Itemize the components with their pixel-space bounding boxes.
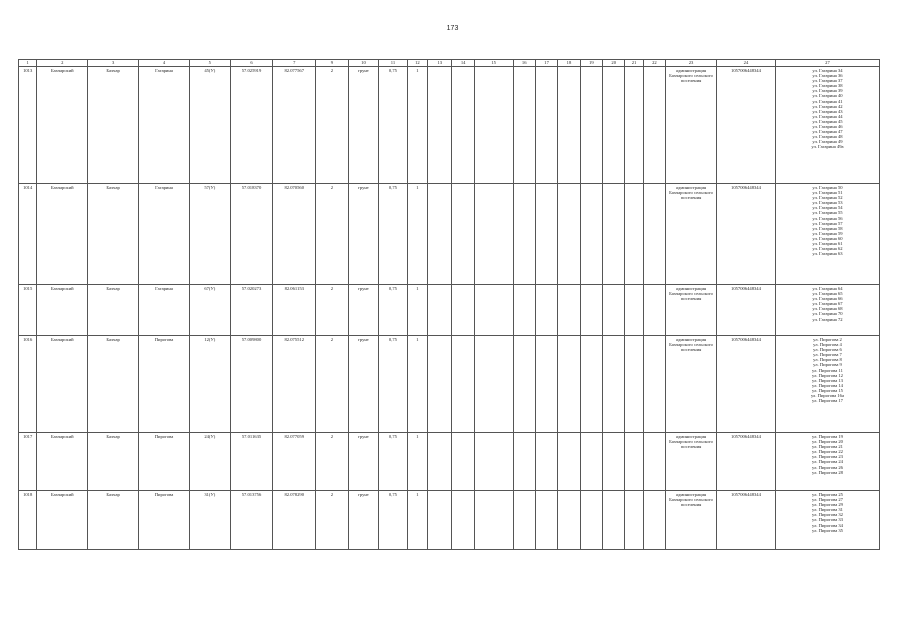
cell-c11: 0,75: [379, 285, 407, 336]
cell-c23: администрация Бахчарского сельского поселения: [666, 285, 717, 336]
empty-cell: [428, 67, 452, 184]
column-header-6: 6: [230, 60, 273, 67]
table-row: [19, 491, 880, 550]
address-item: ул. Гагарина 53: [812, 200, 843, 206]
address-item: ул. Пирогова 25: [811, 492, 843, 497]
column-header-16: 16: [513, 60, 535, 67]
cell-c11: 0,75: [379, 184, 407, 285]
cell-c4: Пирогова: [139, 336, 190, 433]
empty-cell: [580, 184, 602, 285]
empty-cell: [603, 67, 625, 184]
address-item: ул. Пирогова 14: [811, 382, 843, 388]
cell-c10: грунт: [348, 433, 379, 491]
address-list: [775, 336, 879, 433]
cell-c7: 82.061153: [273, 285, 316, 336]
address-item: ул. Гагарина 56: [812, 215, 843, 221]
cell-c12: 1: [407, 285, 427, 336]
cell-c23: администрация Бахчарского сельского поселения: [666, 491, 717, 550]
address-item: ул. Пирогова 35: [811, 527, 843, 533]
cell-c12: 1: [407, 433, 427, 491]
column-header-19: 19: [580, 60, 602, 67]
table-row: [19, 433, 880, 491]
empty-cell: [603, 184, 625, 285]
table-row: [19, 336, 880, 433]
address-item: ул. Гагарина 49: [812, 139, 843, 145]
empty-cell: [535, 433, 557, 491]
cell-c24: 1057006448344: [716, 336, 775, 433]
cell-c5: 12(У): [189, 336, 230, 433]
address-item: ул. Гагарина 60: [812, 235, 843, 241]
address-item: ул. Гагарина 50: [812, 185, 843, 190]
empty-cell: [428, 184, 452, 285]
cell-c2: Бахчарский: [37, 491, 88, 550]
cell-c12: 1: [407, 67, 427, 184]
column-header-4: 4: [139, 60, 190, 67]
cell-c23: администрация Бахчарского сельского поселения: [666, 67, 717, 184]
cell-c6: 57.013756: [230, 491, 273, 550]
empty-cell: [513, 184, 535, 285]
address-item: ул. Гагарина 39: [812, 88, 843, 94]
address-list: [775, 184, 879, 285]
page-number: 173: [446, 25, 459, 32]
cell-c12: 1: [407, 491, 427, 550]
cell-c2: Бахчарский: [37, 433, 88, 491]
cell-c24: 1057006448344: [716, 184, 775, 285]
address-item: ул. Гагарина 44: [812, 113, 843, 119]
empty-cell: [452, 184, 474, 285]
empty-cell: [474, 67, 513, 184]
empty-cell: [452, 336, 474, 433]
column-header-21: 21: [625, 60, 643, 67]
cell-c4: Гагарина: [139, 285, 190, 336]
address-item: ул. Пирогова 29: [811, 502, 843, 508]
cell-c3: Бахчар: [88, 491, 139, 550]
empty-cell: [513, 433, 535, 491]
address-item: ул. Гагарина 58: [812, 225, 843, 231]
table-row: [19, 184, 880, 285]
column-header-11: 11: [379, 60, 407, 67]
cell-c24: 1057006448344: [716, 491, 775, 550]
address-item: ул. Гагарина 66: [812, 296, 843, 302]
address-item: ул. Гагарина 67: [812, 301, 843, 307]
address-item: ул. Пирогова 9: [813, 362, 842, 368]
empty-cell: [625, 491, 643, 550]
cell-c2: Бахчарский: [37, 67, 88, 184]
cell-c3: Бахчар: [88, 67, 139, 184]
cell-c11: 0,75: [379, 336, 407, 433]
cell-c23: администрация Бахчарского сельского поселения: [666, 336, 717, 433]
address-item: ул. Пирогова 24: [811, 459, 843, 465]
address-item: ул. Гагарина 46: [812, 124, 843, 130]
empty-cell: [535, 336, 557, 433]
address-item: ул. Пирогова 17: [811, 398, 843, 404]
address-item: ул. Гагарина 49а: [811, 144, 844, 150]
cell-c1: 1013: [19, 67, 37, 184]
address-item: ул. Пирогова 31: [811, 507, 843, 513]
cell-c2: Бахчарский: [37, 184, 88, 285]
empty-cell: [603, 285, 625, 336]
column-header-13: 13: [428, 60, 452, 67]
address-item: ул. Пирогова 4: [813, 342, 842, 348]
address-item: ул. Пирогова 26: [811, 464, 843, 470]
column-header-3: 3: [88, 60, 139, 67]
empty-cell: [558, 433, 580, 491]
header-row: [19, 60, 880, 67]
cell-c2: Бахчарский: [37, 336, 88, 433]
address-item: ул. Гагарина 41: [812, 98, 843, 104]
empty-cell: [513, 336, 535, 433]
cell-c11: 0,75: [379, 433, 407, 491]
empty-cell: [474, 336, 513, 433]
address-item: ул. Пирогова 27: [811, 497, 843, 503]
cell-c24: 1057006448344: [716, 67, 775, 184]
cell-c1: 1016: [19, 336, 37, 433]
address-item: ул. Гагарина 64: [812, 286, 843, 291]
address-list: [775, 433, 879, 491]
column-header-5: 5: [189, 60, 230, 67]
empty-cell: [452, 433, 474, 491]
empty-cell: [513, 67, 535, 184]
empty-cell: [580, 285, 602, 336]
address-item: ул. Пирогова 34: [811, 522, 843, 528]
column-header-17: 17: [535, 60, 557, 67]
cell-c4: Гагарина: [139, 184, 190, 285]
address-item: ул. Гагарина 59: [812, 230, 843, 236]
cell-c7: 82.077567: [273, 67, 316, 184]
address-item: ул. Гагарина 45: [812, 118, 843, 124]
cell-c9: 2: [316, 491, 349, 550]
column-header-12: 12: [407, 60, 427, 67]
address-item: ул. Гагарина 61: [812, 241, 843, 247]
column-header-23: 23: [666, 60, 717, 67]
empty-cell: [643, 184, 665, 285]
address-item: ул. Гагарина 68: [812, 306, 843, 312]
address-item: ул. Гагарина 37: [812, 78, 843, 84]
cell-c2: Бахчарский: [37, 285, 88, 336]
cell-c4: Гагарина: [139, 67, 190, 184]
empty-cell: [625, 184, 643, 285]
address-item: ул. Гагарина 47: [812, 129, 843, 135]
column-header-9: 9: [316, 60, 349, 67]
cell-c10: грунт: [348, 491, 379, 550]
address-item: ул. Пирогова 7: [813, 352, 842, 358]
column-header-20: 20: [603, 60, 625, 67]
cell-c6: 57.011635: [230, 433, 273, 491]
address-list: [775, 285, 879, 336]
empty-cell: [625, 433, 643, 491]
empty-cell: [603, 336, 625, 433]
cell-c10: грунт: [348, 184, 379, 285]
address-item: ул. Пирогова 11: [812, 367, 843, 373]
empty-cell: [558, 184, 580, 285]
cell-c11: 0,75: [379, 67, 407, 184]
address-item: ул. Пирогова 21: [811, 444, 843, 450]
cell-c3: Бахчар: [88, 433, 139, 491]
column-header-24: 24: [716, 60, 775, 67]
address-item: ул. Гагарина 62: [812, 246, 843, 252]
cell-c24: 1057006448344: [716, 285, 775, 336]
empty-cell: [580, 491, 602, 550]
address-item: ул. Пирогова 13: [811, 377, 843, 383]
cell-c9: 2: [316, 67, 349, 184]
address-item: ул. Гагарина 34: [812, 68, 843, 73]
empty-cell: [625, 67, 643, 184]
address-list: [775, 67, 879, 184]
empty-cell: [428, 433, 452, 491]
address-item: ул. Гагарина 43: [812, 108, 843, 114]
empty-cell: [474, 184, 513, 285]
cell-c1: 1015: [19, 285, 37, 336]
address-item: ул. Пирогова 28: [811, 469, 843, 475]
empty-cell: [535, 67, 557, 184]
cell-c7: 82.075512: [273, 336, 316, 433]
address-item: ул. Гагарина 51: [812, 190, 843, 196]
empty-cell: [452, 491, 474, 550]
empty-cell: [535, 285, 557, 336]
cell-c23: администрация Бахчарского сельского поселения: [666, 184, 717, 285]
column-header-22: 22: [643, 60, 665, 67]
address-item: ул. Пирогова 2: [813, 337, 842, 342]
empty-cell: [603, 491, 625, 550]
address-item: ул. Гагарина 42: [812, 103, 843, 109]
empty-cell: [580, 67, 602, 184]
empty-cell: [643, 67, 665, 184]
address-item: ул. Гагарина 63: [812, 251, 843, 257]
address-item: ул. Пирогова 12: [811, 372, 843, 378]
address-item: ул. Гагарина 38: [812, 83, 843, 89]
register-table: [18, 59, 880, 550]
empty-cell: [474, 433, 513, 491]
empty-cell: [452, 67, 474, 184]
cell-c5: 57(У): [189, 184, 230, 285]
cell-c5: 45(У): [189, 67, 230, 184]
empty-cell: [558, 491, 580, 550]
empty-cell: [625, 336, 643, 433]
address-item: ул. Пирогова 23: [811, 454, 843, 460]
cell-c9: 2: [316, 285, 349, 336]
address-item: ул. Пирогова 15: [811, 387, 843, 393]
empty-cell: [428, 336, 452, 433]
empty-cell: [643, 285, 665, 336]
empty-cell: [580, 433, 602, 491]
empty-cell: [558, 336, 580, 433]
empty-cell: [643, 491, 665, 550]
cell-c12: 1: [407, 336, 427, 433]
address-item: ул. Гагарина 57: [812, 220, 843, 226]
empty-cell: [558, 67, 580, 184]
address-item: ул. Гагарина 54: [812, 205, 843, 211]
cell-c3: Бахчар: [88, 336, 139, 433]
cell-c23: администрация Бахчарского сельского поселения: [666, 433, 717, 491]
cell-c7: 82.070560: [273, 184, 316, 285]
address-item: ул. Гагарина 40: [812, 93, 843, 99]
cell-c7: 82.078290: [273, 491, 316, 550]
cell-c9: 2: [316, 336, 349, 433]
address-item: ул. Гагарина 70: [812, 311, 843, 317]
cell-c9: 2: [316, 184, 349, 285]
address-item: ул. Пирогова 16а: [810, 393, 844, 399]
cell-c10: грунт: [348, 67, 379, 184]
cell-c6: 57.020273: [230, 285, 273, 336]
empty-cell: [580, 336, 602, 433]
empty-cell: [535, 184, 557, 285]
cell-c11: 0,75: [379, 491, 407, 550]
address-item: ул. Пирогова 32: [811, 512, 843, 518]
column-header-2: 2: [37, 60, 88, 67]
cell-c3: Бахчар: [88, 184, 139, 285]
cell-c6: 57.025919: [230, 67, 273, 184]
cell-c5: 24(У): [189, 433, 230, 491]
table-row: [19, 67, 880, 184]
address-item: ул. Пирогова 33: [811, 517, 843, 523]
address-item: ул. Пирогова 8: [813, 357, 842, 363]
cell-c5: 31(У): [189, 491, 230, 550]
address-item: ул. Гагарина 48: [812, 134, 843, 140]
column-header-1: 1: [19, 60, 37, 67]
cell-c1: 1014: [19, 184, 37, 285]
column-header-27: 27: [775, 60, 879, 67]
cell-c4: Пирогова: [139, 433, 190, 491]
empty-cell: [558, 285, 580, 336]
cell-c10: грунт: [348, 336, 379, 433]
cell-c7: 82.077059: [273, 433, 316, 491]
cell-c12: 1: [407, 184, 427, 285]
cell-c4: Пирогова: [139, 491, 190, 550]
empty-cell: [452, 285, 474, 336]
cell-c3: Бахчар: [88, 285, 139, 336]
address-item: ул. Пирогова 22: [811, 449, 843, 455]
cell-c10: грунт: [348, 285, 379, 336]
cell-c1: 1018: [19, 491, 37, 550]
empty-cell: [474, 285, 513, 336]
table-row: [19, 285, 880, 336]
address-item: ул. Гагарина 36: [812, 73, 843, 79]
empty-cell: [513, 491, 535, 550]
column-header-10: 10: [348, 60, 379, 67]
cell-c24: 1057006448344: [716, 433, 775, 491]
address-list: [775, 491, 879, 550]
column-header-14: 14: [452, 60, 474, 67]
column-header-15: 15: [474, 60, 513, 67]
empty-cell: [603, 433, 625, 491]
address-item: ул. Пирогова 19: [811, 434, 843, 439]
cell-c5: 67(У): [189, 285, 230, 336]
cell-c9: 2: [316, 433, 349, 491]
empty-cell: [474, 491, 513, 550]
cell-c6: 57.018370: [230, 184, 273, 285]
address-item: ул. Гагарина 65: [812, 291, 843, 297]
cell-c1: 1017: [19, 433, 37, 491]
address-item: ул. Пирогова 20: [811, 439, 843, 445]
empty-cell: [643, 336, 665, 433]
empty-cell: [513, 285, 535, 336]
empty-cell: [643, 433, 665, 491]
empty-cell: [428, 491, 452, 550]
cell-c6: 57.009800: [230, 336, 273, 433]
column-header-18: 18: [558, 60, 580, 67]
column-header-7: 7: [273, 60, 316, 67]
address-item: ул. Пирогова 6: [813, 347, 842, 353]
empty-cell: [535, 491, 557, 550]
empty-cell: [428, 285, 452, 336]
address-item: ул. Гагарина 72: [812, 316, 843, 322]
address-item: ул. Гагарина 55: [812, 210, 843, 216]
address-item: ул. Гагарина 52: [812, 195, 843, 201]
empty-cell: [625, 285, 643, 336]
